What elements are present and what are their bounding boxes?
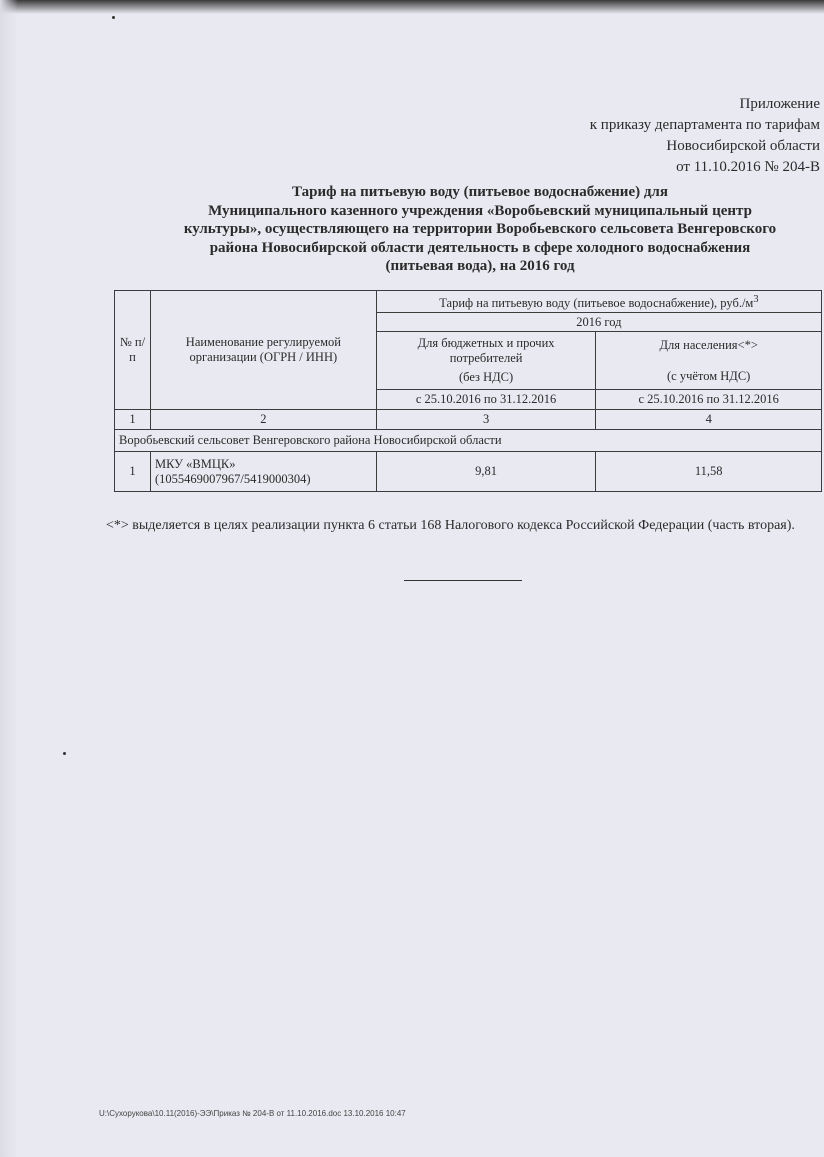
appendix-line: Приложение	[739, 96, 820, 112]
title-line: района Новосибирской области деятельность в сфере холодного водоснабжения	[209, 239, 751, 256]
scan-speck	[63, 752, 66, 755]
header-budget-line: (без НДС)	[458, 370, 514, 385]
header-year: 2016 год	[376, 313, 821, 332]
scan-speck	[112, 16, 115, 19]
title-line: (питьевая вода), на 2016 год	[385, 258, 575, 274]
header-period-population: с 25.10.2016 по 31.12.2016	[596, 390, 822, 410]
column-number: 4	[596, 410, 822, 430]
title-line: культуры», осуществляющего на территории Воробьевского сельсовета Венгеровского	[183, 221, 777, 237]
end-divider	[404, 580, 522, 581]
column-number: 1	[115, 410, 151, 430]
row-population-tariff: 11,58	[596, 452, 822, 492]
appendix-header	[520, 94, 820, 178]
row-organization-name: МКУ «ВМЦК»	[154, 456, 236, 471]
header-population	[596, 332, 822, 390]
document-title	[140, 183, 820, 276]
header-organization: Наименование регулируемой организации (ОГРН / ИНН)	[150, 291, 376, 410]
column-number: 2	[150, 410, 376, 430]
tariff-table	[114, 290, 822, 492]
header-tariff	[376, 291, 821, 313]
appendix-line: Новосибирской области	[666, 138, 820, 154]
header-budget	[376, 332, 596, 390]
row-budget-tariff: 9,81	[376, 452, 596, 492]
scan-left-edge	[0, 0, 18, 1157]
row-organization	[150, 452, 376, 492]
table-row	[115, 452, 822, 492]
header-budget-line: Для бюджетных и прочих потребителей	[417, 336, 555, 366]
column-number: 3	[376, 410, 596, 430]
row-organization-ids: (1055469007967/5419000304)	[154, 471, 311, 486]
table-column-numbers	[115, 410, 822, 430]
title-line: Тариф на питьевую воду (питьевое водоснабжение) для	[292, 184, 668, 200]
header-period-budget: с 25.10.2016 по 31.12.2016	[376, 390, 596, 410]
header-num: № п/п	[115, 291, 151, 410]
appendix-line: от 11.10.2016 № 204-В	[676, 159, 820, 175]
appendix-line: к приказу департамента по тарифам	[589, 117, 820, 133]
file-path-footer: U:\Сухорукова\10.11(2016)-ЭЭ\Приказ № 204-В от 11.10.2016.doc 13.10.2016 10:47	[99, 1109, 406, 1118]
table-section-row	[115, 430, 822, 452]
section-title: Воробьевский сельсовет Венгеровского района Новосибирской области	[115, 430, 822, 452]
table-header-row	[115, 291, 822, 313]
row-num: 1	[115, 452, 151, 492]
header-tariff-unit-power: 3	[753, 294, 759, 305]
header-population-line: (с учётом НДС)	[667, 368, 751, 383]
footnote: <*> выделяется в целях реализации пункта 6 статьи 168 Налогового кодекса Российской Федерации (часть вторая).	[106, 518, 795, 533]
header-tariff-text: Тариф на питьевую воду (питьевое водоснабжение), руб./м	[439, 296, 754, 311]
title-line: Муниципального казенного учреждения «Воробьевский муниципальный центр	[208, 202, 752, 219]
header-population-line: Для населения<*>	[659, 337, 758, 352]
scan-top-shadow	[0, 0, 824, 14]
